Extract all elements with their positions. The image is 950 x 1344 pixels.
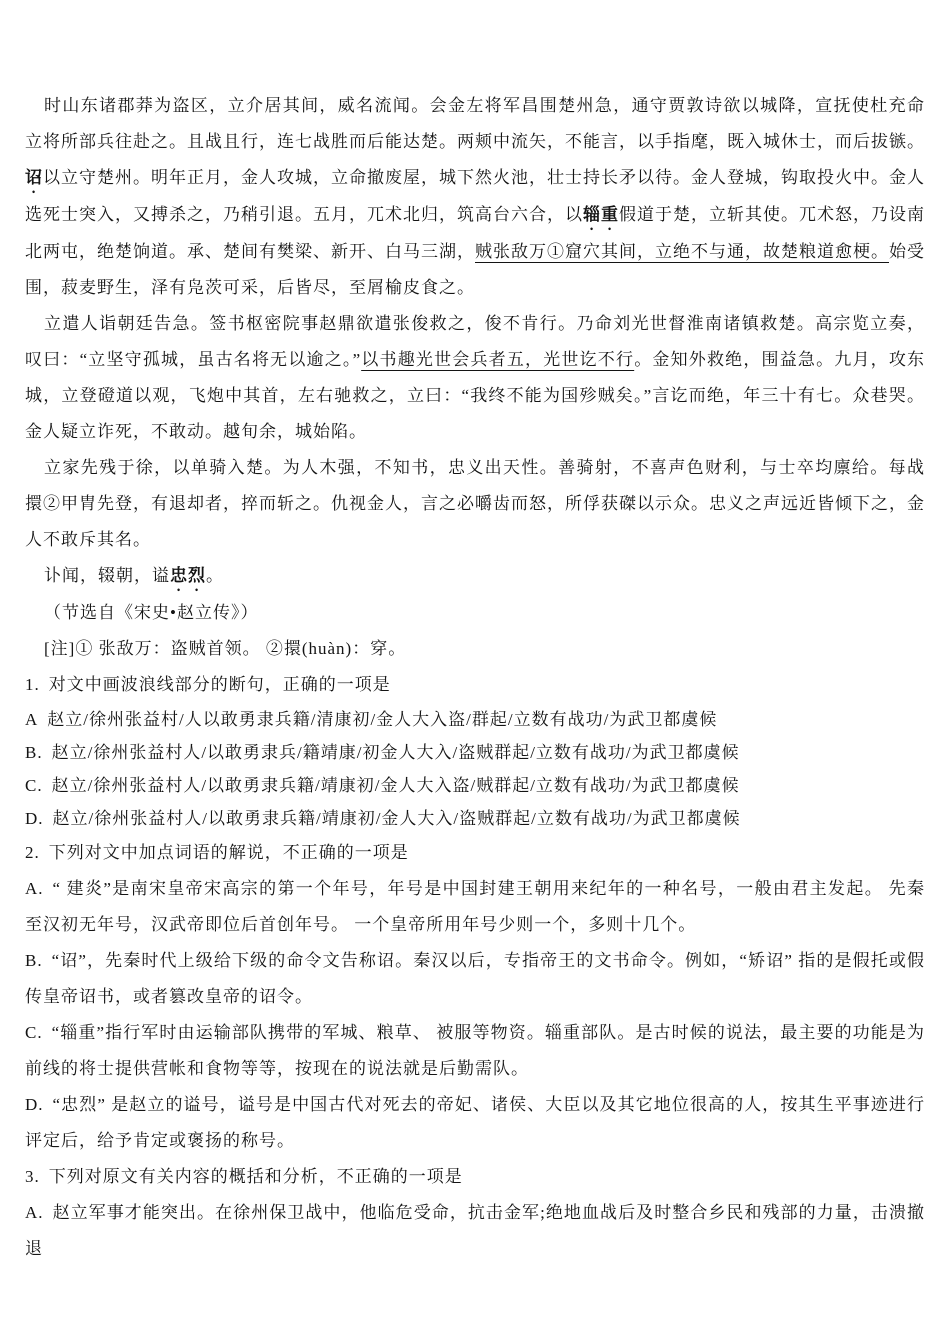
underlined-text: 以书趣光世会兵者五，光世讫不行 <box>361 350 635 369</box>
question-2-option-A <box>25 871 925 943</box>
option-label: C. <box>25 1023 43 1042</box>
text-segment: 。金知外救绝，围益急。九月，攻东城，立登磴道以观，飞炮中其首，左右驰救之，立曰：“我终不能为国殄贼矣。”言讫而绝，年三十有七。众巷哭。金人疑立诈死，不敢动。越旬余，城始陷。 <box>25 350 926 441</box>
question-stem-text: 下列对文中加点词语的解说，不正确的一项是 <box>48 843 409 862</box>
option-text: 赵立/徐州张益村/人以敢勇隶兵籍/清康初/金人大入盗/群起/立数有战功/为武卫都虞候 <box>47 710 718 729</box>
emphasized-term: 诏 <box>25 168 43 187</box>
option-label: A. <box>25 879 44 898</box>
option-text: 赵立/徐州张益村人/以敢勇隶兵籍/靖康初/金人大入/盗贼群起/立数有战功/为武卫都虞候 <box>52 809 741 828</box>
text-segment: 。 <box>206 566 224 585</box>
text-segment: 讣闻，辍朝，谥 <box>44 566 170 585</box>
text-segment: （节选自《宋史•赵立传》） <box>44 603 259 622</box>
option-text: “ 建炎”是南宋皇帝宋高宗的第一个年号，年号是中国封建王朝用来纪年的一种名号，一般由君主发起。 先秦至汉初无年号，汉武帝即位后首创年号。 一个皇帝所用年号少则一个，多则十几个。 <box>25 879 925 934</box>
passage-paragraph-2 <box>25 306 925 450</box>
question-2 <box>25 835 925 1159</box>
option-label: B. <box>25 951 43 970</box>
question-number: 3. <box>25 1167 40 1186</box>
option-label: B. <box>25 743 43 762</box>
option-label: C. <box>25 776 43 795</box>
text-segment: 假道于楚，立斩其使。兀术怒，乃设南北两屯，绝楚饷道。承、楚间有樊梁、新开、白马三湖， <box>25 205 925 261</box>
question-2-option-D <box>25 1087 925 1159</box>
text-segment: 以立守楚州。明年正月，金人攻城，立命撤废屋，城下然火池，壮士持长矛以待。金人登城，钩取投火中。金人选死士突入，又搏杀之，乃稍引退。五月，兀术北归，筑高台六合，以 <box>25 168 925 224</box>
passage-paragraph-5 <box>25 595 925 631</box>
option-text: “辎重”指行军时由运输部队携带的军城、粮草、 被服等物资。辎重部队。是古时候的说法，最主要的功能是为前线的将士提供营帐和食物等等，按现在的说法就是后勤需队。 <box>25 1023 925 1078</box>
passage <box>25 88 925 667</box>
text-segment: 时山东诸郡莽为盗区，立介居其间，威名流闻。会金左将军昌围楚州急，通守贾敦诗欲以城降，宣抚使杜充命立将所部兵往赴之。且战且行，连七战胜而后能达楚。两颊中流矢，不能言，以手指麾，既入城休士，而后拔镞。 <box>25 96 925 151</box>
option-text: “诏”，先秦时代上级给下级的命令文告称诏。秦汉以后，专指帝王的文书命令。例如，“矫诏” 指的是假托或假传皇帝诏书，或者篡改皇帝的诏令。 <box>25 951 925 1006</box>
emphasized-term: 忠烈 <box>170 566 206 585</box>
option-label: D. <box>25 1095 44 1114</box>
option-label: D. <box>25 809 44 828</box>
question-1-option-A <box>25 703 925 736</box>
question-1-stem <box>25 667 925 703</box>
passage-paragraph-1 <box>25 88 925 306</box>
question-3-stem <box>25 1159 925 1195</box>
option-text: “忠烈” 是赵立的谥号，谥号是中国古代对死去的帝妃、诸侯、大臣以及其它地位很高的人，按其生平事迹进行评定后，给予肯定或褒扬的称号。 <box>25 1095 925 1150</box>
text-segment: [注]① 张敌万：盗贼首领。 ②擐(huàn)：穿。 <box>44 639 407 658</box>
emphasized-term: 辎重 <box>583 205 619 224</box>
passage-paragraph-6 <box>25 631 925 667</box>
question-number: 1. <box>25 675 40 694</box>
text-segment: 立家先残于徐，以单骑入楚。为人木强，不知书，忠义出天性。善骑射，不喜声色财利，与士卒均廪给。每战擐②甲胄先登，有退却者，捽而斩之。仇视金人，言之必嚼齿而怒，所俘获磔以示众。忠义之声远近皆倾下之，金人不敢斥其名。 <box>25 458 925 549</box>
question-1-option-D <box>25 802 925 835</box>
questions <box>25 667 925 1267</box>
option-text: 赵立/徐州张益村人/以敢勇隶兵籍/靖康初/金人大入盗/贼群起/立数有战功/为武卫都虞候 <box>51 776 740 795</box>
question-1 <box>25 667 925 835</box>
question-3-option-A <box>25 1195 925 1267</box>
question-2-option-B <box>25 943 925 1015</box>
underlined-text: 贼张敌万①窟穴其间，立绝不与通，故楚粮道愈梗。 <box>475 242 889 261</box>
question-1-option-B <box>25 736 925 769</box>
passage-paragraph-3 <box>25 450 925 558</box>
option-text: 赵立/徐州张益村人/以敢勇隶兵/籍靖康/初金人大入/盗贼群起/立数有战功/为武卫都虞候 <box>51 743 740 762</box>
option-label: A. <box>25 1203 44 1222</box>
question-stem-text: 对文中画波浪线部分的断句，正确的一项是 <box>48 675 391 694</box>
question-3 <box>25 1159 925 1267</box>
text-segment: 立遣人诣朝廷告急。签书枢密院事赵鼎欲遣张俊救之，俊不肯行。乃命刘光世督淮南诸镇救楚。高宗览立奏，叹曰：“立坚守孤城，虽古名将无以逾之。” <box>25 314 925 369</box>
passage-paragraph-4 <box>25 558 925 595</box>
text-segment: 始受围，菽麦野生，泽有凫茨可采，后皆尽，至屑榆皮食之。 <box>25 242 925 297</box>
question-2-option-C <box>25 1015 925 1087</box>
option-text: 赵立军事才能突出。在徐州保卫战中，他临危受命，抗击金军;绝地血战后及时整合乡民和残部的力量，击溃撤退 <box>25 1203 925 1258</box>
question-stem-text: 下列对原文有关内容的概括和分析，不正确的一项是 <box>48 1167 463 1186</box>
question-number: 2. <box>25 843 40 862</box>
option-label: A <box>25 710 39 729</box>
question-1-option-C <box>25 769 925 802</box>
question-2-stem <box>25 835 925 871</box>
